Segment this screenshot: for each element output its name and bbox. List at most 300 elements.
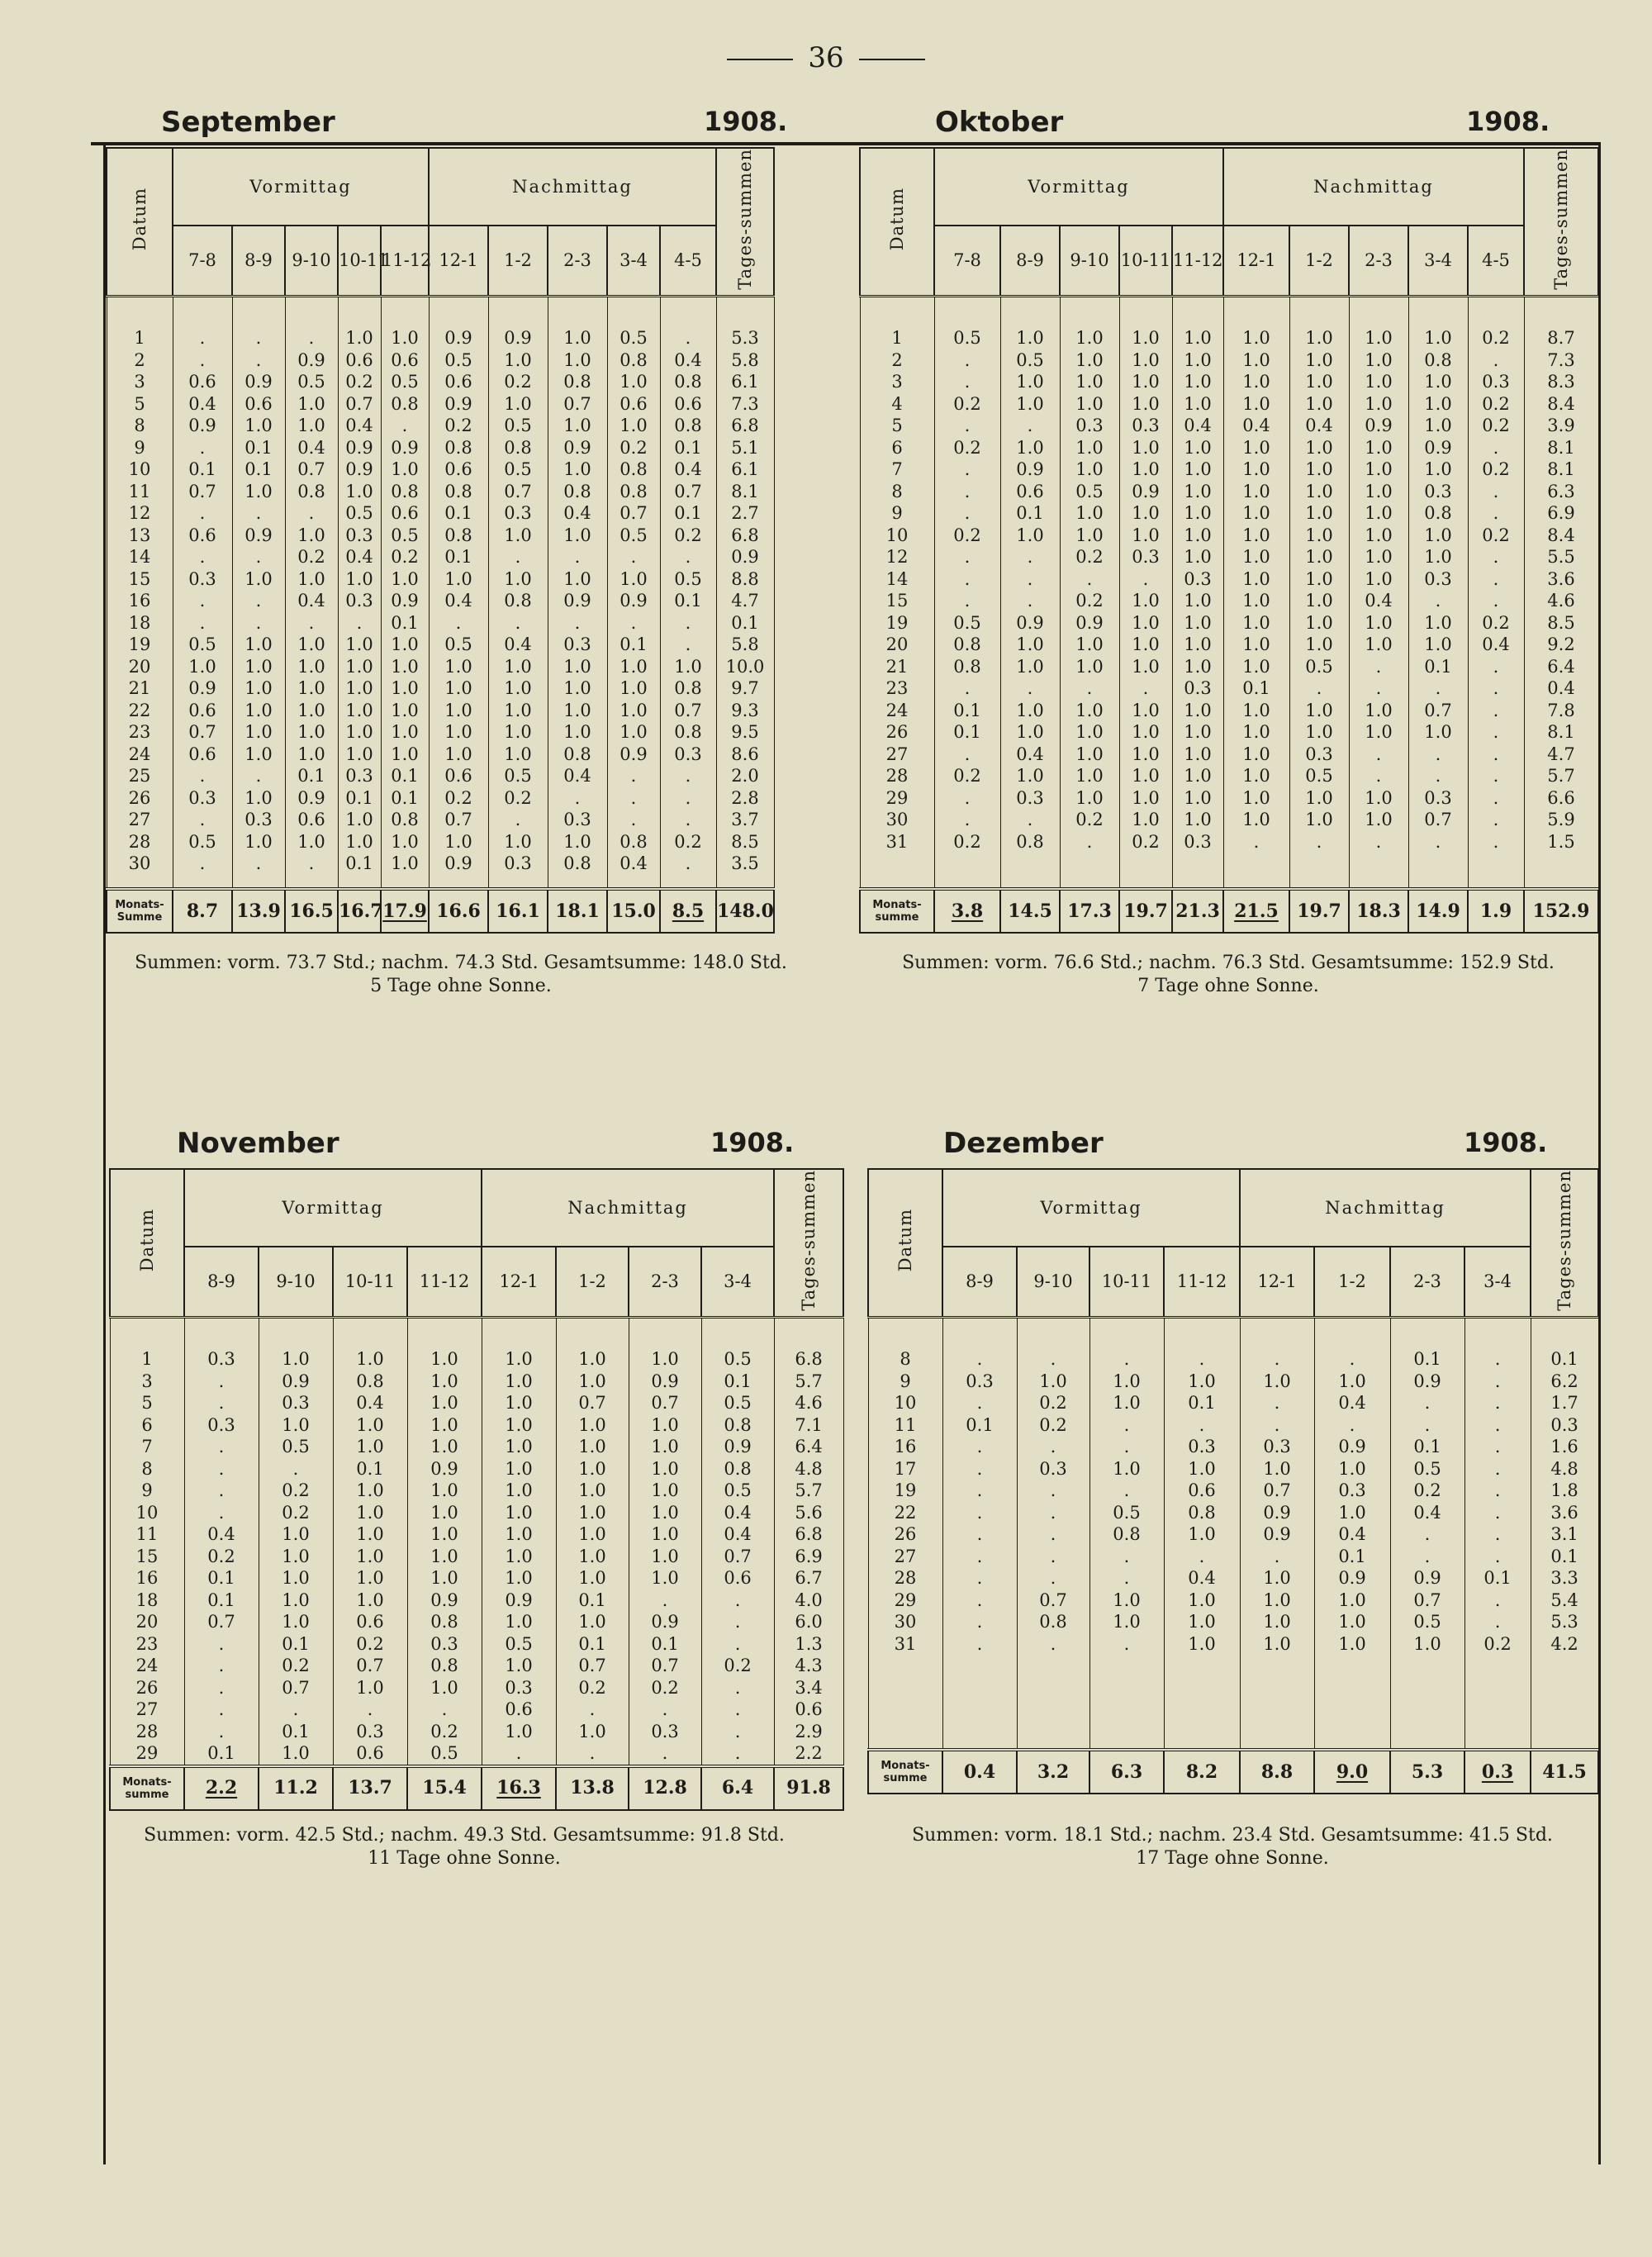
spacer-cell: [232, 297, 285, 328]
daily-sum-cell: 1.3: [774, 1633, 843, 1656]
hour-cell: 1.0: [232, 721, 285, 744]
date-cell: 6: [860, 437, 934, 459]
hour-cell: 1.0: [1060, 459, 1119, 481]
hour-cell: 0.5: [934, 327, 1000, 349]
spacer-cell: [381, 297, 429, 328]
table-row: [860, 700, 1598, 722]
hour-cell: 0.5: [407, 1742, 482, 1765]
filler-cell: [1349, 853, 1408, 889]
hour-cell: 1.0: [1408, 371, 1468, 393]
summary-november: [109, 1824, 819, 1870]
date-cell: 18: [110, 1589, 184, 1612]
daily-sum-cell: 6.8: [774, 1523, 843, 1546]
hour-cell: .: [607, 612, 660, 634]
daily-sum-cell: 6.4: [774, 1436, 843, 1458]
hour-cell: 0.2: [1060, 809, 1119, 831]
spacer-cell: [1468, 297, 1524, 328]
hour-cell: 1.0: [1119, 721, 1172, 744]
hour-cell: 1.0: [1349, 568, 1408, 591]
hour-cell: 0.9: [607, 590, 660, 612]
hour-cell: 0.9: [407, 1589, 482, 1612]
hour-cell: 0.9: [1390, 1371, 1464, 1393]
page-number-dash-left: [727, 59, 793, 60]
hour-cell: 1.0: [259, 1546, 333, 1568]
date-cell: 29: [868, 1589, 942, 1612]
hour-header: 1-2: [488, 226, 548, 297]
daily-sum-cell: 9.2: [1524, 634, 1598, 656]
date-cell: 28: [107, 831, 173, 853]
table-row: [110, 1458, 843, 1480]
hour-cell: 1.0: [548, 327, 607, 349]
hour-cell: .: [934, 459, 1000, 481]
hour-cell: 0.4: [173, 393, 232, 416]
hour-cell: .: [934, 590, 1000, 612]
spacer-cell: [1119, 297, 1172, 328]
hour-cell: .: [184, 1677, 259, 1699]
hour-cell: 1.0: [556, 1502, 629, 1524]
date-cell: 8: [860, 481, 934, 503]
hour-cell: 0.7: [488, 481, 548, 503]
filler-cell: [338, 875, 381, 890]
hour-cell: .: [701, 1677, 774, 1699]
monthly-sum-value: 2.2: [205, 1777, 238, 1799]
hour-cell: .: [701, 1633, 774, 1656]
hour-cell: .: [1464, 1546, 1531, 1568]
date-cell: 8: [868, 1348, 942, 1371]
hour-cell: 1.0: [1172, 765, 1223, 787]
hour-cell: 1.0: [1349, 393, 1408, 416]
hour-cell: .: [1390, 1392, 1464, 1414]
hour-cell: 0.5: [607, 327, 660, 349]
hour-cell: 1.0: [1314, 1589, 1390, 1612]
hour-cell: 1.0: [482, 1502, 556, 1524]
hour-cell: 1.0: [1408, 525, 1468, 547]
monthly-sum-cell: 16.6: [429, 889, 488, 933]
date-cell: 12: [860, 546, 934, 568]
hour-cell: 1.0: [1223, 437, 1289, 459]
table-row: [860, 415, 1598, 437]
spacer-cell: [1164, 1318, 1240, 1349]
table-september: [106, 147, 775, 934]
hour-cell: 0.1: [285, 765, 338, 787]
hour-cell: 0.8: [429, 525, 488, 547]
hour-cell: 0.9: [1240, 1523, 1314, 1546]
hour-cell: 1.0: [1349, 327, 1408, 349]
hour-cell: .: [660, 853, 716, 875]
hour-cell: 1.0: [407, 1567, 482, 1589]
table-row: [860, 393, 1598, 416]
table-row: [107, 393, 774, 416]
date-cell: 10: [860, 525, 934, 547]
date-cell: 22: [107, 700, 173, 722]
date-cell: 20: [107, 656, 173, 678]
tagessummen-header: Tages-summen: [1531, 1169, 1598, 1318]
hour-cell: .: [1089, 1436, 1164, 1458]
hour-cell: .: [173, 349, 232, 372]
hour-cell: 1.0: [1289, 502, 1349, 525]
hour-cell: 1.0: [1223, 612, 1289, 634]
hour-cell: 1.0: [1289, 612, 1349, 634]
hour-cell: 0.2: [1017, 1392, 1089, 1414]
spacer-cell: [548, 297, 607, 328]
monthly-sum-cell: 11.2: [259, 1766, 333, 1810]
hour-cell: 0.1: [173, 459, 232, 481]
hour-cell: 1.0: [429, 831, 488, 853]
hour-cell: 0.7: [701, 1546, 774, 1568]
daily-sum-cell: 3.6: [1531, 1502, 1598, 1524]
table-row: [860, 721, 1598, 744]
hour-cell: 0.6: [173, 700, 232, 722]
hour-cell: 1.0: [338, 568, 381, 591]
hour-cell: 1.0: [381, 677, 429, 700]
date-cell: 28: [860, 765, 934, 787]
hour-cell: .: [629, 1699, 701, 1721]
hour-cell: 1.0: [1089, 1589, 1164, 1612]
date-cell: 17: [868, 1458, 942, 1480]
hour-cell: .: [1240, 1392, 1314, 1414]
spacer-cell: [173, 297, 232, 328]
frame-top-rule: [91, 142, 1601, 145]
hour-cell: 0.8: [548, 853, 607, 875]
hour-cell: .: [1017, 1436, 1089, 1458]
hour-cell: 0.1: [1464, 1567, 1531, 1589]
daily-sum-cell: 6.8: [716, 525, 774, 547]
table-body: [868, 1318, 1598, 1751]
hour-cell: 1.0: [232, 744, 285, 766]
hour-cell: .: [1468, 437, 1524, 459]
hour-cell: 1.0: [629, 1502, 701, 1524]
date-cell: 29: [110, 1742, 184, 1765]
hour-cell: 0.9: [429, 327, 488, 349]
hour-cell: 1.0: [1164, 1633, 1240, 1656]
table-row: [110, 1414, 843, 1437]
monthly-sum-cell: [184, 1766, 259, 1810]
daily-sum-cell: 0.1: [1531, 1546, 1598, 1568]
hour-cell: 0.1: [607, 634, 660, 656]
hour-cell: 0.7: [333, 1655, 407, 1677]
hour-cell: .: [1017, 1348, 1089, 1371]
hour-header: 1-2: [1289, 226, 1349, 297]
filler-cell: [1172, 853, 1223, 889]
spacer-cell: [1349, 297, 1408, 328]
hour-cell: 0.8: [607, 481, 660, 503]
hour-cell: 0.5: [173, 634, 232, 656]
hour-cell: .: [1468, 502, 1524, 525]
monthly-sum-cell: [660, 889, 716, 933]
daily-sum-cell: 0.3: [1531, 1414, 1598, 1437]
table-body: [107, 297, 774, 890]
hour-cell: 0.7: [629, 1655, 701, 1677]
monthly-sum-value: 0.3: [1481, 1760, 1514, 1783]
hour-cell: .: [1119, 677, 1172, 700]
date-cell: 11: [868, 1414, 942, 1437]
hour-cell: 0.2: [701, 1655, 774, 1677]
hour-cell: 0.5: [701, 1392, 774, 1414]
hour-cell: 1.0: [1240, 1589, 1314, 1612]
hour-cell: .: [173, 327, 232, 349]
hour-cell: .: [1468, 809, 1524, 831]
hour-cell: 1.0: [338, 721, 381, 744]
hour-cell: 0.6: [429, 459, 488, 481]
hour-cell: 1.0: [333, 1480, 407, 1502]
hour-cell: 0.4: [184, 1523, 259, 1546]
hour-cell: .: [1240, 1348, 1314, 1371]
hour-cell: .: [184, 1392, 259, 1414]
hour-cell: 1.0: [482, 1436, 556, 1458]
monthly-sum-cell: [482, 1766, 556, 1810]
hour-cell: .: [607, 546, 660, 568]
hour-cell: .: [942, 1567, 1017, 1589]
hour-cell: 1.0: [556, 1348, 629, 1371]
hour-cell: 1.0: [338, 656, 381, 678]
hour-cell: 1.0: [1119, 634, 1172, 656]
filler-cell: [1524, 853, 1598, 889]
hour-cell: .: [701, 1589, 774, 1612]
hour-cell: 1.0: [1349, 634, 1408, 656]
date-cell: 16: [110, 1567, 184, 1589]
hour-cell: 0.4: [1390, 1502, 1464, 1524]
hour-cell: 0.8: [1164, 1502, 1240, 1524]
hour-cell: 0.8: [407, 1611, 482, 1633]
filler-cell: [1060, 853, 1119, 889]
hour-cell: .: [1223, 831, 1289, 853]
hour-cell: .: [660, 327, 716, 349]
filler-row: [107, 875, 774, 890]
hour-cell: 1.0: [548, 349, 607, 372]
hour-cell: 1.0: [548, 700, 607, 722]
filler-cell: [1223, 853, 1289, 889]
daily-sum-cell: 5.3: [716, 327, 774, 349]
table-row: [107, 612, 774, 634]
hour-cell: 1.0: [1289, 546, 1349, 568]
hour-cell: 0.2: [407, 1721, 482, 1743]
hour-cell: 1.0: [1223, 393, 1289, 416]
hour-cell: 1.0: [1172, 744, 1223, 766]
hour-cell: 1.0: [1289, 437, 1349, 459]
date-cell: 8: [110, 1458, 184, 1480]
spacer-cell: [860, 297, 934, 328]
filler-cell: [429, 875, 488, 890]
hour-cell: 0.9: [1349, 415, 1408, 437]
monthly-sum-cell: 19.7: [1289, 889, 1349, 933]
spacer-cell: [482, 1318, 556, 1349]
table-row: [868, 1633, 1598, 1656]
summary-line-days: 17 Tage ohne Sonne.: [1136, 1848, 1329, 1869]
daily-sum-cell: 4.0: [774, 1589, 843, 1612]
hour-cell: .: [1349, 677, 1408, 700]
hour-header: 11-12: [1172, 226, 1223, 297]
hour-cell: 0.9: [548, 437, 607, 459]
hour-cell: .: [660, 787, 716, 810]
filler-cell: [1314, 1655, 1390, 1750]
table-row: [868, 1414, 1598, 1437]
hour-cell: 1.0: [333, 1436, 407, 1458]
hour-cell: 0.3: [184, 1414, 259, 1437]
hour-cell: 0.2: [934, 525, 1000, 547]
hour-cell: 1.0: [1172, 590, 1223, 612]
daily-sum-cell: 8.4: [1524, 525, 1598, 547]
hour-cell: 1.0: [232, 568, 285, 591]
date-cell: 22: [868, 1502, 942, 1524]
daily-sum-cell: 7.3: [716, 393, 774, 416]
hour-cell: 1.0: [285, 656, 338, 678]
hour-cell: .: [1000, 677, 1060, 700]
hour-cell: .: [1000, 546, 1060, 568]
hour-cell: 1.0: [338, 809, 381, 831]
hour-cell: .: [482, 1742, 556, 1765]
date-cell: 19: [107, 634, 173, 656]
hour-cell: 0.3: [548, 809, 607, 831]
hour-cell: 1.0: [1000, 634, 1060, 656]
hour-cell: .: [381, 415, 429, 437]
table-row: [860, 765, 1598, 787]
date-cell: 27: [107, 809, 173, 831]
hour-cell: 0.2: [1468, 612, 1524, 634]
hour-cell: 1.0: [1223, 327, 1289, 349]
hour-cell: 0.6: [607, 393, 660, 416]
filler-cell: [1000, 853, 1060, 889]
hour-cell: 1.0: [1408, 459, 1468, 481]
hour-cell: 1.0: [1240, 1633, 1314, 1656]
monthly-sum-value: 17.9: [382, 900, 427, 922]
hour-cell: 1.0: [1314, 1502, 1390, 1524]
hour-cell: 1.0: [1289, 525, 1349, 547]
hour-cell: 0.4: [1468, 634, 1524, 656]
hour-cell: 0.9: [1314, 1567, 1390, 1589]
date-cell: 2: [107, 349, 173, 372]
filler-row: [868, 1655, 1598, 1750]
hour-cell: 1.0: [1349, 349, 1408, 372]
hour-cell: 0.8: [407, 1655, 482, 1677]
hour-cell: 0.2: [488, 787, 548, 810]
hour-cell: 1.0: [381, 459, 429, 481]
table-row: [860, 656, 1598, 678]
monthly-sum-cell: [934, 889, 1000, 933]
hour-cell: 0.3: [338, 765, 381, 787]
hour-cell: 1.0: [482, 1414, 556, 1437]
hour-cell: 0.9: [232, 371, 285, 393]
hour-cell: .: [1464, 1371, 1531, 1393]
hour-cell: 1.0: [381, 721, 429, 744]
daily-sum-cell: 3.6: [1524, 568, 1598, 591]
hour-cell: 0.5: [381, 525, 429, 547]
hour-cell: 1.0: [333, 1677, 407, 1699]
summary-line-days: 11 Tage ohne Sonne.: [368, 1848, 561, 1869]
hour-cell: 0.4: [1314, 1523, 1390, 1546]
table-row: [107, 809, 774, 831]
daily-sum-cell: 7.8: [1524, 700, 1598, 722]
filler-cell: [1119, 853, 1172, 889]
hour-cell: .: [184, 1502, 259, 1524]
table-dezember: [867, 1168, 1599, 1794]
hour-cell: 0.3: [1172, 677, 1223, 700]
hour-cell: 0.4: [1314, 1392, 1390, 1414]
hour-cell: 1.0: [556, 1611, 629, 1633]
hour-cell: 0.5: [381, 371, 429, 393]
hour-cell: 0.2: [259, 1655, 333, 1677]
hour-header: 1-2: [1314, 1247, 1390, 1318]
hour-cell: 1.0: [333, 1567, 407, 1589]
spacer-cell: [1017, 1318, 1089, 1349]
hour-cell: 0.6: [1164, 1480, 1240, 1502]
hour-cell: 1.0: [629, 1348, 701, 1371]
hour-cell: 1.0: [1060, 371, 1119, 393]
hour-cell: 0.9: [259, 1371, 333, 1393]
daily-sum-cell: 8.1: [1524, 721, 1598, 744]
hour-cell: 1.0: [1289, 809, 1349, 831]
hour-cell: .: [934, 546, 1000, 568]
hour-cell: 1.0: [1408, 634, 1468, 656]
hour-cell: 1.0: [482, 1721, 556, 1743]
hour-cell: 0.8: [548, 481, 607, 503]
hour-cell: 0.2: [1017, 1414, 1089, 1437]
daily-sum-cell: 6.1: [716, 371, 774, 393]
hour-cell: 1.0: [629, 1480, 701, 1502]
daily-sum-cell: 1.8: [1531, 1480, 1598, 1502]
summary-dezember: [867, 1824, 1597, 1870]
hour-cell: 0.7: [338, 393, 381, 416]
monthly-sum-row: [110, 1766, 843, 1810]
hour-cell: 0.2: [1464, 1633, 1531, 1656]
daily-sum-cell: 6.3: [1524, 481, 1598, 503]
table-row: [868, 1458, 1598, 1480]
hour-cell: 1.0: [285, 831, 338, 853]
hour-cell: 1.0: [1223, 634, 1289, 656]
table-row: [107, 371, 774, 393]
hour-cell: 1.0: [482, 1348, 556, 1371]
hour-cell: 0.7: [184, 1611, 259, 1633]
hour-cell: .: [1017, 1567, 1089, 1589]
date-cell: 21: [107, 677, 173, 700]
monthly-sum-cell: 16.1: [488, 889, 548, 933]
hour-cell: 0.1: [1223, 677, 1289, 700]
hour-cell: 1.0: [607, 700, 660, 722]
monthly-sum-cell: [1464, 1750, 1531, 1794]
hour-cell: 1.0: [285, 721, 338, 744]
hour-cell: .: [1240, 1414, 1314, 1437]
summary-line-days: 5 Tage ohne Sonne.: [370, 976, 552, 996]
hour-cell: 0.7: [1390, 1589, 1464, 1612]
hour-cell: 1.0: [1172, 612, 1223, 634]
hour-cell: 0.3: [1060, 415, 1119, 437]
hour-cell: .: [942, 1523, 1017, 1546]
hour-cell: 0.2: [1468, 393, 1524, 416]
hour-cell: 0.3: [407, 1633, 482, 1656]
hour-cell: 0.9: [285, 787, 338, 810]
summary-line-totals: Summen: vorm. 42.5 Std.; nachm. 49.3 Std. Gesamtsumme: 91.8 Std.: [144, 1825, 785, 1846]
table-row: [110, 1480, 843, 1502]
filler-cell: [1089, 1655, 1164, 1750]
daily-sum-cell: 1.6: [1531, 1436, 1598, 1458]
hour-header: 12-1: [482, 1247, 556, 1318]
hour-cell: 0.4: [1223, 415, 1289, 437]
hour-cell: 1.0: [482, 1480, 556, 1502]
hour-cell: 0.6: [232, 393, 285, 416]
table-row: [107, 437, 774, 459]
daily-sum-cell: 2.8: [716, 787, 774, 810]
hour-cell: 0.3: [232, 809, 285, 831]
hour-cell: 1.0: [629, 1523, 701, 1546]
hour-cell: 1.0: [1060, 437, 1119, 459]
date-cell: 8: [107, 415, 173, 437]
hour-cell: 1.0: [1314, 1458, 1390, 1480]
hour-cell: 0.5: [1089, 1502, 1164, 1524]
date-cell: 1: [860, 327, 934, 349]
hour-cell: 0.8: [1000, 831, 1060, 853]
daily-sum-cell: 8.5: [716, 831, 774, 853]
hour-cell: 1.0: [488, 568, 548, 591]
table-row: [860, 459, 1598, 481]
